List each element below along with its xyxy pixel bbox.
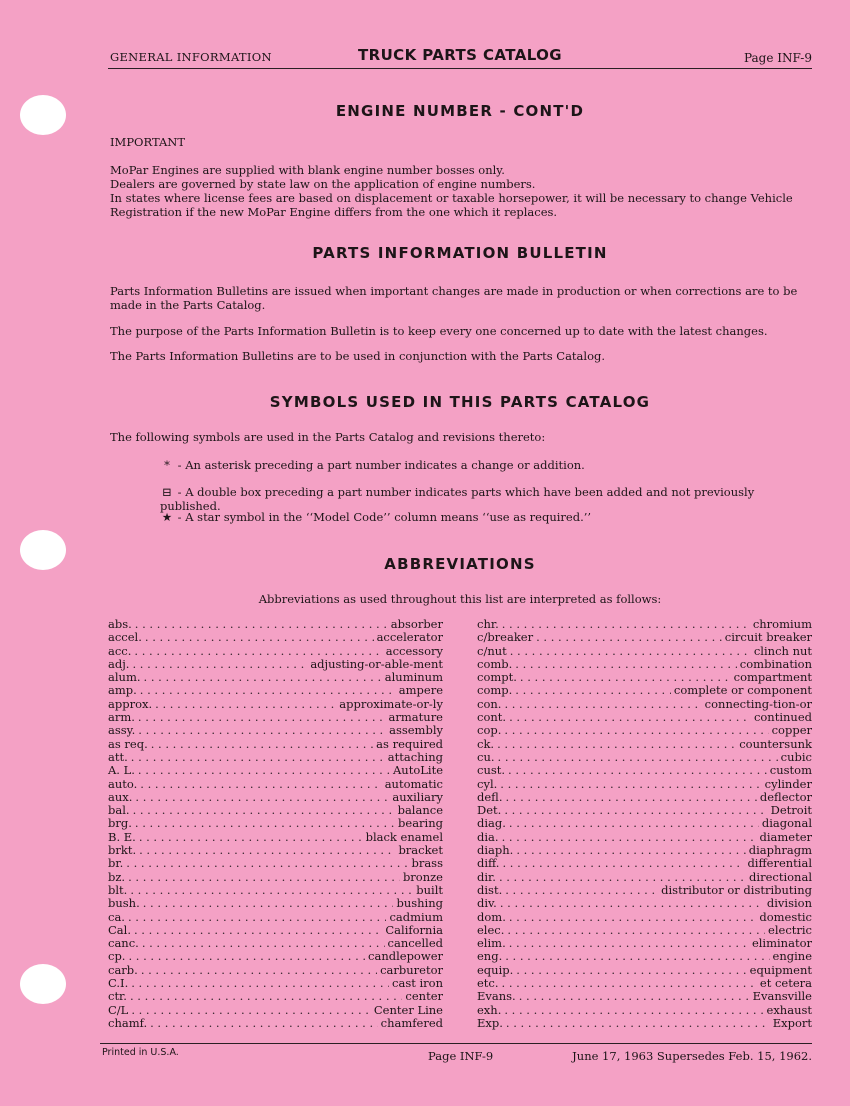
abbreviation-meaning: bearing [398, 816, 443, 831]
abbreviation-term: cyl. [477, 776, 498, 791]
abbreviation-meaning: diagonal [761, 816, 812, 831]
footer-date: June 17, 1963 Supersedes Feb. 15, 1962. [572, 1049, 812, 1063]
abbreviation-meaning: combination [739, 656, 812, 671]
dot-leader [504, 724, 768, 737]
abbreviation-term: amp. [108, 683, 137, 698]
abbreviation-meaning: compartment [733, 670, 812, 685]
abbreviation-meaning: carburetor [380, 962, 443, 977]
dot-leader [520, 671, 731, 684]
dot-leader [143, 897, 394, 910]
symbol-double-box-text: A double box preceding a part number indicates parts which have been added and not previously published. [160, 485, 755, 513]
abbreviation-term: ca. [108, 909, 125, 924]
symbol-double-box: ⊟ - A double box preceding a part number indicates parts which have been added and not previously published. [160, 485, 755, 513]
abbreviation-meaning: candlepower [368, 949, 443, 964]
abbreviation-term: acc. [108, 643, 132, 658]
abbreviation-term: cu. [477, 749, 495, 764]
dot-leader [502, 831, 757, 844]
abbreviation-row [108, 884, 443, 897]
abbreviation-meaning: aluminum [384, 670, 443, 685]
dot-leader [502, 977, 757, 990]
engine-line-1: MoPar Engines are supplied with blank engine number bosses only. [110, 163, 505, 177]
abbreviation-term: defl. [477, 789, 503, 804]
abbreviation-meaning: assembly [389, 723, 443, 738]
abbreviation-row [108, 778, 443, 791]
abbreviation-row [108, 658, 443, 671]
footer-page-number: Page INF-9 [428, 1049, 494, 1063]
dot-leader [139, 831, 363, 844]
dot-leader [509, 817, 759, 830]
abbreviation-meaning: black enamel [365, 829, 443, 844]
dot-leader [155, 698, 336, 711]
abbreviation-term: Det. [477, 803, 502, 818]
abbreviation-row [477, 645, 812, 658]
page-header [108, 46, 812, 69]
abbreviation-meaning: chamfered [380, 1015, 443, 1030]
dot-leader [516, 844, 745, 857]
abbreviation-term: C.I. [108, 976, 129, 991]
dot-leader [497, 738, 736, 751]
abbreviation-term: cp. [108, 949, 126, 964]
dot-leader [139, 844, 395, 857]
abbreviation-meaning: California [385, 922, 443, 937]
abbreviation-term: comp. [477, 683, 513, 698]
abbreviation-meaning: copper [771, 723, 812, 738]
abbreviation-row [108, 990, 443, 1003]
dot-leader [498, 751, 778, 764]
abbreviation-row [108, 1017, 443, 1030]
abbreviation-row [108, 684, 443, 697]
abbreviation-term: bal. [108, 803, 130, 818]
abbreviation-meaning: ampere [398, 683, 443, 698]
abbreviation-term: div. [477, 896, 497, 911]
abbreviation-term: blt. [108, 882, 128, 897]
abbreviation-meaning: countersunk [739, 736, 812, 751]
abbreviation-term: diaph. [477, 843, 514, 858]
abbreviation-meaning: domestic [759, 909, 812, 924]
dot-leader [145, 631, 374, 644]
abbreviation-row [477, 764, 812, 777]
dot-leader [505, 884, 658, 897]
abbreviation-meaning: diaphragm [748, 843, 812, 858]
abbreviation-term: c/nut [477, 643, 507, 658]
abbreviation-term: br. [108, 856, 124, 871]
abbreviation-row [477, 844, 812, 857]
abbreviation-meaning: center [405, 989, 443, 1004]
abbreviation-meaning: accessory [385, 643, 443, 658]
abbreviation-meaning: adjusting-or-able-ment [310, 656, 443, 671]
abbreviation-term: dia. [477, 829, 499, 844]
abbreviation-row [108, 671, 443, 684]
abbreviation-term: elec. [477, 922, 505, 937]
abbreviation-term: auto. [108, 776, 138, 791]
dot-leader [151, 738, 373, 751]
abbreviation-row [108, 1004, 443, 1017]
dot-leader [509, 711, 751, 724]
dot-leader [142, 937, 385, 950]
abbreviation-meaning: absorber [390, 617, 443, 631]
dot-leader [509, 911, 757, 924]
abbreviation-term: approx. [108, 696, 153, 711]
dot-leader [128, 871, 400, 884]
abbreviation-row [477, 911, 812, 924]
abbreviation-row [477, 631, 812, 644]
abbreviation-meaning: Center Line [373, 1002, 443, 1017]
dot-leader [132, 658, 307, 671]
bulletin-paragraph-2: The purpose of the Parts Information Bulletin is to keep every one concerned up to date with the latest changes. [110, 324, 768, 338]
abbreviation-meaning: as required [376, 736, 443, 751]
dot-leader [134, 645, 382, 658]
dot-leader [519, 990, 750, 1003]
abbreviation-meaning: chromium [752, 617, 812, 631]
abbreviation-meaning: bracket [398, 843, 443, 858]
abbreviation-row [108, 857, 443, 870]
abbreviation-term: arm. [108, 710, 135, 725]
abbreviation-term: abs. [108, 617, 132, 631]
dot-leader [507, 924, 765, 937]
abbreviation-term: brkt. [108, 843, 137, 858]
abbreviation-meaning: armature [388, 710, 443, 725]
abbreviations-right-column [477, 618, 812, 1030]
abbreviation-term: diag. [477, 816, 506, 831]
abbreviation-row [108, 698, 443, 711]
abbreviation-row [477, 871, 812, 884]
dot-leader [516, 964, 746, 977]
bulletin-paragraph-3: The Parts Information Bulletins are to be used in conjunction with the Parts Catalog. [110, 349, 606, 363]
dot-leader [502, 857, 744, 870]
dot-leader [141, 964, 377, 977]
abbreviation-term: cop. [477, 723, 502, 738]
abbreviations-left-column [108, 618, 443, 1030]
dot-leader [500, 778, 761, 791]
abbreviations-title: ABBREVIATIONS [384, 555, 536, 573]
double-box-icon: ⊟ [162, 485, 172, 499]
abbreviation-row [477, 738, 812, 751]
dot-leader [509, 937, 749, 950]
dot-leader [138, 711, 386, 724]
abbreviation-meaning: built [416, 882, 443, 897]
abbreviation-row [477, 671, 812, 684]
abbreviation-term: compt. [477, 670, 517, 685]
abbreviation-meaning: bushing [396, 896, 443, 911]
dot-leader [504, 804, 767, 817]
abbreviation-meaning: deflector [759, 789, 812, 804]
abbreviation-meaning: eliminator [751, 936, 812, 951]
abbreviation-row [477, 658, 812, 671]
punch-hole-bottom [20, 964, 66, 1004]
abbreviation-term: accel. [108, 630, 142, 645]
dot-leader [130, 884, 413, 897]
abbreviation-term: elim. [477, 936, 506, 951]
abbreviation-term: cust. [477, 763, 506, 778]
abbreviation-term: canc. [108, 936, 139, 951]
abbreviation-meaning: electric [768, 922, 812, 937]
abbreviation-term: con. [477, 696, 502, 711]
abbreviation-term: Cal. [108, 922, 131, 937]
abbreviation-term: diff. [477, 856, 500, 871]
abbreviation-row [108, 804, 443, 817]
abbreviation-meaning: approximate-or-ly [339, 696, 443, 711]
abbreviation-row [477, 950, 812, 963]
abbreviation-term: B. E. [108, 829, 136, 844]
abbreviation-meaning: circuit breaker [724, 630, 812, 645]
abbreviation-meaning: differential [747, 856, 812, 871]
punch-hole-middle [20, 530, 66, 570]
symbol-star-text: A star symbol in the ‘‘Model Code’’ column means ‘‘use as required.’’ [185, 510, 592, 524]
abbreviation-meaning: cancelled [387, 936, 443, 951]
abbreviation-meaning: et cetera [759, 976, 812, 991]
footer-printed: Printed in U.S.A. [102, 1047, 179, 1058]
abbreviation-meaning: division [766, 896, 812, 911]
abbreviation-row [108, 977, 443, 990]
dot-leader [505, 950, 769, 963]
abbreviation-meaning: accelerator [376, 630, 443, 645]
engine-line-2: Dealers are governed by state law on the application of engine numbers. [110, 177, 536, 191]
abbreviation-meaning: Export [772, 1015, 812, 1030]
abbreviation-term: dist. [477, 882, 503, 897]
dot-leader [502, 618, 750, 631]
abbreviation-term: ck. [477, 736, 495, 751]
abbreviation-row [477, 857, 812, 870]
abbreviation-row [477, 684, 812, 697]
dot-leader [126, 857, 408, 870]
abbreviation-row [477, 724, 812, 737]
dot-leader [504, 698, 701, 711]
bulletin-paragraph-1: Parts Information Bulletins are issued when important changes are made in production or when corrections are to be made in the Parts Catalog. [110, 284, 798, 312]
symbol-star: ★ - A star symbol in the ‘‘Model Code’’ column means ‘‘use as required.’’ [161, 510, 592, 524]
abbreviation-row [108, 964, 443, 977]
abbreviation-row [108, 937, 443, 950]
star-icon: ★ [161, 510, 173, 524]
dot-leader [150, 1017, 378, 1030]
dot-leader [131, 751, 385, 764]
abbreviation-term: chamf. [108, 1015, 148, 1030]
abbreviation-meaning: automatic [384, 776, 443, 791]
abbreviation-meaning: AutoLite [393, 763, 443, 778]
abbreviation-row [477, 924, 812, 937]
abbreviation-row [477, 711, 812, 724]
engine-line-3: In states where license fees are based on displacement or taxable horsepower, it will be necessary to change Vehicle Registration if the new MoPar Engine differs from the one which it replaces. [110, 191, 793, 219]
dot-leader [508, 764, 767, 777]
abbreviation-meaning: clinch nut [753, 643, 812, 658]
abbreviation-term: carb. [108, 962, 138, 977]
dot-leader [128, 911, 386, 924]
abbreviation-term: comb. [477, 656, 513, 671]
abbreviation-meaning: exhaust [766, 1002, 812, 1017]
abbreviation-row [477, 964, 812, 977]
abbreviation-term: Exp. [477, 1015, 503, 1030]
dot-leader [536, 631, 722, 644]
abbreviation-term: bush. [108, 896, 140, 911]
dot-leader [138, 724, 386, 737]
abbreviation-term: A. L. [108, 763, 135, 778]
symbols-intro: The following symbols are used in the Parts Catalog and revisions thereto: [110, 430, 546, 444]
abbreviation-meaning: distributor or distributing [661, 882, 812, 897]
abbreviation-term: adj. [108, 656, 130, 671]
dot-leader [135, 618, 388, 631]
abbreviation-term: alum. [108, 670, 141, 685]
abbreviation-meaning: attaching [387, 749, 443, 764]
abbreviation-row [477, 618, 812, 631]
abbreviation-term: equip. [477, 962, 514, 977]
abbreviation-meaning: auxiliary [392, 789, 443, 804]
dot-leader [140, 778, 381, 791]
abbreviation-row [477, 884, 812, 897]
abbreviation-meaning: cast iron [392, 976, 443, 991]
abbreviation-term: c/breaker [477, 630, 534, 645]
abbreviation-term: C/L [108, 1002, 129, 1017]
abbreviation-meaning: balance [397, 803, 443, 818]
dot-leader [515, 658, 737, 671]
abbreviation-row [108, 950, 443, 963]
abbreviation-meaning: bronze [402, 869, 443, 884]
footer-rule [100, 1043, 812, 1044]
abbreviation-meaning: directional [749, 869, 812, 884]
abbreviation-row [108, 631, 443, 644]
abbreviation-row [108, 645, 443, 658]
abbreviation-term: exh. [477, 1002, 502, 1017]
abbreviation-meaning: diameter [759, 829, 812, 844]
abbreviation-row [108, 724, 443, 737]
abbreviation-meaning: cubic [780, 749, 812, 764]
abbreviation-meaning: cadmium [389, 909, 443, 924]
abbreviation-row [108, 751, 443, 764]
dot-leader [140, 684, 396, 697]
abbreviation-row [108, 831, 443, 844]
abbreviation-row [477, 698, 812, 711]
dot-leader [133, 804, 395, 817]
dot-leader [504, 1004, 763, 1017]
dot-leader [130, 990, 402, 1003]
abbreviation-row [477, 897, 812, 910]
abbreviation-meaning: Evansville [752, 989, 812, 1004]
abbreviation-meaning: complete or component [673, 683, 812, 698]
abbreviation-row [108, 791, 443, 804]
abbreviation-row [477, 804, 812, 817]
important-label: IMPORTANT [110, 135, 186, 149]
abbreviation-row [108, 764, 443, 777]
dot-leader [134, 924, 382, 937]
abbreviation-row [477, 817, 812, 830]
abbreviation-meaning: Detroit [770, 803, 812, 818]
abbreviation-meaning: continued [753, 710, 812, 725]
abbreviation-meaning: brass [411, 856, 443, 871]
abbreviation-term: brg. [108, 816, 132, 831]
abbreviation-term: aux. [108, 789, 133, 804]
abbreviation-row [108, 871, 443, 884]
abbreviation-term: etc. [477, 976, 499, 991]
abbreviation-row [477, 990, 812, 1003]
abbreviation-row [108, 738, 443, 751]
dot-leader [515, 684, 671, 697]
abbreviation-meaning: cylinder [764, 776, 812, 791]
bulletin-title: PARTS INFORMATION BULLETIN [312, 244, 608, 262]
abbreviation-row [108, 817, 443, 830]
header-catalog-title: TRUCK PARTS CATALOG [358, 46, 562, 64]
abbreviation-row [477, 751, 812, 764]
dot-leader [131, 977, 389, 990]
abbreviation-term: as req. [108, 736, 148, 751]
punch-hole-top [20, 95, 66, 135]
dot-leader [506, 1017, 770, 1030]
abbreviation-row [477, 1017, 812, 1030]
engine-number-title: ENGINE NUMBER - CONT'D [335, 102, 585, 120]
abbreviation-row [108, 844, 443, 857]
asterisk-icon: * [164, 458, 170, 472]
abbreviation-row [477, 977, 812, 990]
dot-leader [131, 1004, 371, 1017]
symbols-title: SYMBOLS USED IN THIS PARTS CATALOG [269, 393, 651, 411]
header-page-number: Page INF-9 [743, 51, 812, 65]
dot-leader [506, 791, 757, 804]
abbreviation-term: dom. [477, 909, 506, 924]
abbreviations-intro: Abbreviations as used throughout this list are interpreted as follows: [258, 592, 662, 606]
dot-leader [510, 645, 751, 658]
abbreviation-term: dir. [477, 869, 496, 884]
dot-leader [138, 764, 390, 777]
abbreviation-term: chr. [477, 617, 499, 631]
dot-leader [500, 897, 764, 910]
abbreviation-row [477, 831, 812, 844]
abbreviation-row [477, 1004, 812, 1017]
abbreviation-term: cont. [477, 710, 507, 725]
abbreviation-meaning: custom [769, 763, 812, 778]
symbol-asterisk: * - An asterisk preceding a part number indicates a change or addition. [160, 458, 812, 472]
abbreviation-term: eng. [477, 949, 503, 964]
abbreviation-row [108, 924, 443, 937]
dot-leader [128, 950, 365, 963]
abbreviation-meaning: engine [772, 949, 812, 964]
symbol-asterisk-text: An asterisk preceding a part number indicates a change or addition. [185, 458, 585, 472]
header-section-label: GENERAL INFORMATION [110, 50, 272, 64]
abbreviation-row [108, 618, 443, 631]
abbreviation-term: Evans. [477, 989, 516, 1004]
abbreviation-row [477, 937, 812, 950]
dot-leader [144, 671, 382, 684]
abbreviation-term: bz. [108, 869, 126, 884]
dot-leader [499, 871, 746, 884]
dot-leader [135, 791, 389, 804]
abbreviation-row [108, 897, 443, 910]
abbreviation-meaning: equipment [749, 962, 812, 977]
abbreviation-term: assy. [108, 723, 136, 738]
dot-leader [135, 817, 395, 830]
abbreviation-meaning: connecting-tion-or [704, 696, 812, 711]
abbreviation-term: ctr. [108, 989, 127, 1004]
abbreviation-term: att. [108, 749, 128, 764]
abbreviation-row [477, 778, 812, 791]
abbreviation-row [477, 791, 812, 804]
abbreviation-row [108, 911, 443, 924]
abbreviation-row [108, 711, 443, 724]
